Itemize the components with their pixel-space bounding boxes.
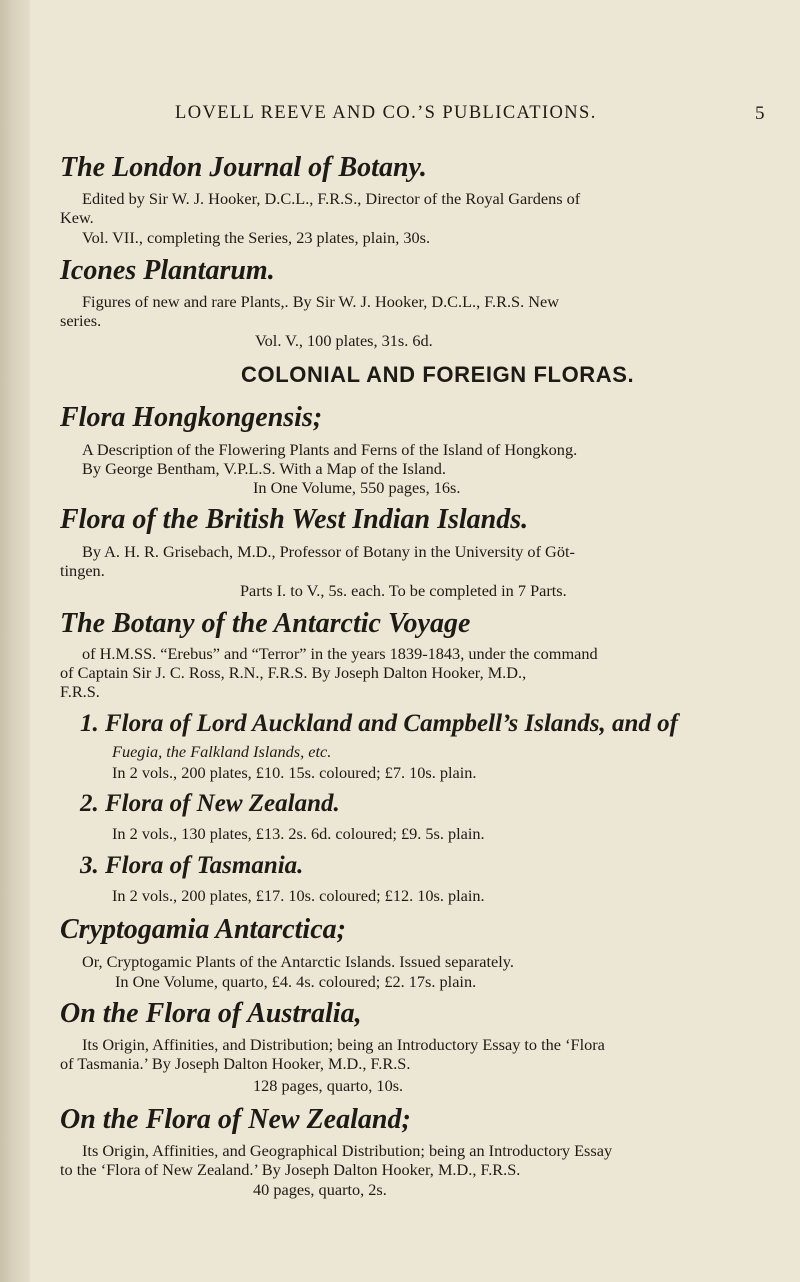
entry-title: Flora Hongkongensis; (60, 402, 323, 433)
entry-price: In One Volume, quarto, £4. 4s. coloured; £2. 17s. plain. (115, 972, 477, 991)
entry-price: In One Volume, 550 pages, 16s. (253, 478, 461, 497)
entry-title: The London Journal of Botany. (60, 152, 427, 183)
entry-line: of H.M.SS. “Erebus” and “Terror” in the years 1839-1843, under the command (82, 644, 598, 663)
part-title: 3. Flora of Tasmania. (80, 852, 304, 879)
part-title: 2. Flora of New Zealand. (80, 790, 340, 817)
entry-price: Vol. VII., completing the Series, 23 plates, plain, 30s. (82, 228, 431, 247)
entry-title: Cryptogamia Antarctica; (60, 914, 346, 945)
entry-line: Its Origin, Affinities, and Geographical Distribution; being an Introductory Essay (82, 1141, 613, 1160)
entry-line: F.R.S. (60, 682, 100, 701)
entry-line: Edited by Sir W. J. Hooker, D.C.L., F.R.S., Director of the Royal Gardens of (82, 189, 581, 208)
entry-title: Icones Plantarum. (60, 255, 275, 286)
entry-price: Parts I. to V., 5s. each. To be completed in 7 Parts. (240, 581, 567, 600)
entry-line: of Tasmania.’ By Joseph Dalton Hooker, M.D., F.R.S. (60, 1054, 411, 1073)
entry-price: 128 pages, quarto, 10s. (253, 1076, 404, 1095)
entry-price: 40 pages, quarto, 2s. (253, 1180, 387, 1199)
entry-line: series. (60, 311, 102, 330)
entry-line: tingen. (60, 561, 105, 580)
entry-price: Vol. V., 100 plates, 31s. 6d. (255, 331, 433, 350)
entry-line: A Description of the Flowering Plants and Ferns of the Island of Hongkong. (82, 440, 578, 459)
page-number: 5 (755, 103, 765, 124)
entry-line: Or, Cryptogamic Plants of the Antarctic Islands. Issued separately. (82, 952, 514, 971)
entry-line: By George Bentham, V.P.L.S. With a Map of the Island. (82, 459, 446, 478)
entry-title: On the Flora of Australia, (60, 998, 362, 1029)
entry-title: Flora of the British West Indian Islands. (60, 504, 529, 535)
running-header: LOVELL REEVE AND CO.’S PUBLICATIONS. (175, 103, 597, 123)
entry-line: to the ‘Flora of New Zealand.’ By Joseph Dalton Hooker, M.D., F.R.S. (60, 1160, 521, 1179)
entry-line: Its Origin, Affinities, and Distribution; being an Introductory Essay to the ‘Flora (82, 1035, 605, 1054)
part-price: In 2 vols., 200 plates, £17. 10s. coloured; £12. 10s. plain. (112, 886, 485, 905)
part-price: In 2 vols., 130 plates, £13. 2s. 6d. coloured; £9. 5s. plain. (112, 824, 485, 843)
entry-line: of Captain Sir J. C. Ross, R.N., F.R.S. By Joseph Dalton Hooker, M.D., (60, 663, 527, 682)
entry-line: Figures of new and rare Plants,. By Sir W. J. Hooker, D.C.L., F.R.S. New (82, 292, 559, 311)
section-heading: COLONIAL AND FOREIGN FLORAS. (241, 362, 635, 387)
part-price: In 2 vols., 200 plates, £10. 15s. coloured; £7. 10s. plain. (112, 763, 477, 782)
entry-title: On the Flora of New Zealand; (60, 1104, 411, 1135)
entry-line: Kew. (60, 208, 94, 227)
entry-title: The Botany of the Antarctic Voyage (60, 608, 471, 639)
entry-line: By A. H. R. Grisebach, M.D., Professor of Botany in the University of Göt- (82, 542, 575, 561)
part-subtitle: Fuegia, the Falkland Islands, etc. (112, 742, 332, 761)
part-title: 1. Flora of Lord Auckland and Campbell’s Islands, and of (80, 710, 678, 737)
